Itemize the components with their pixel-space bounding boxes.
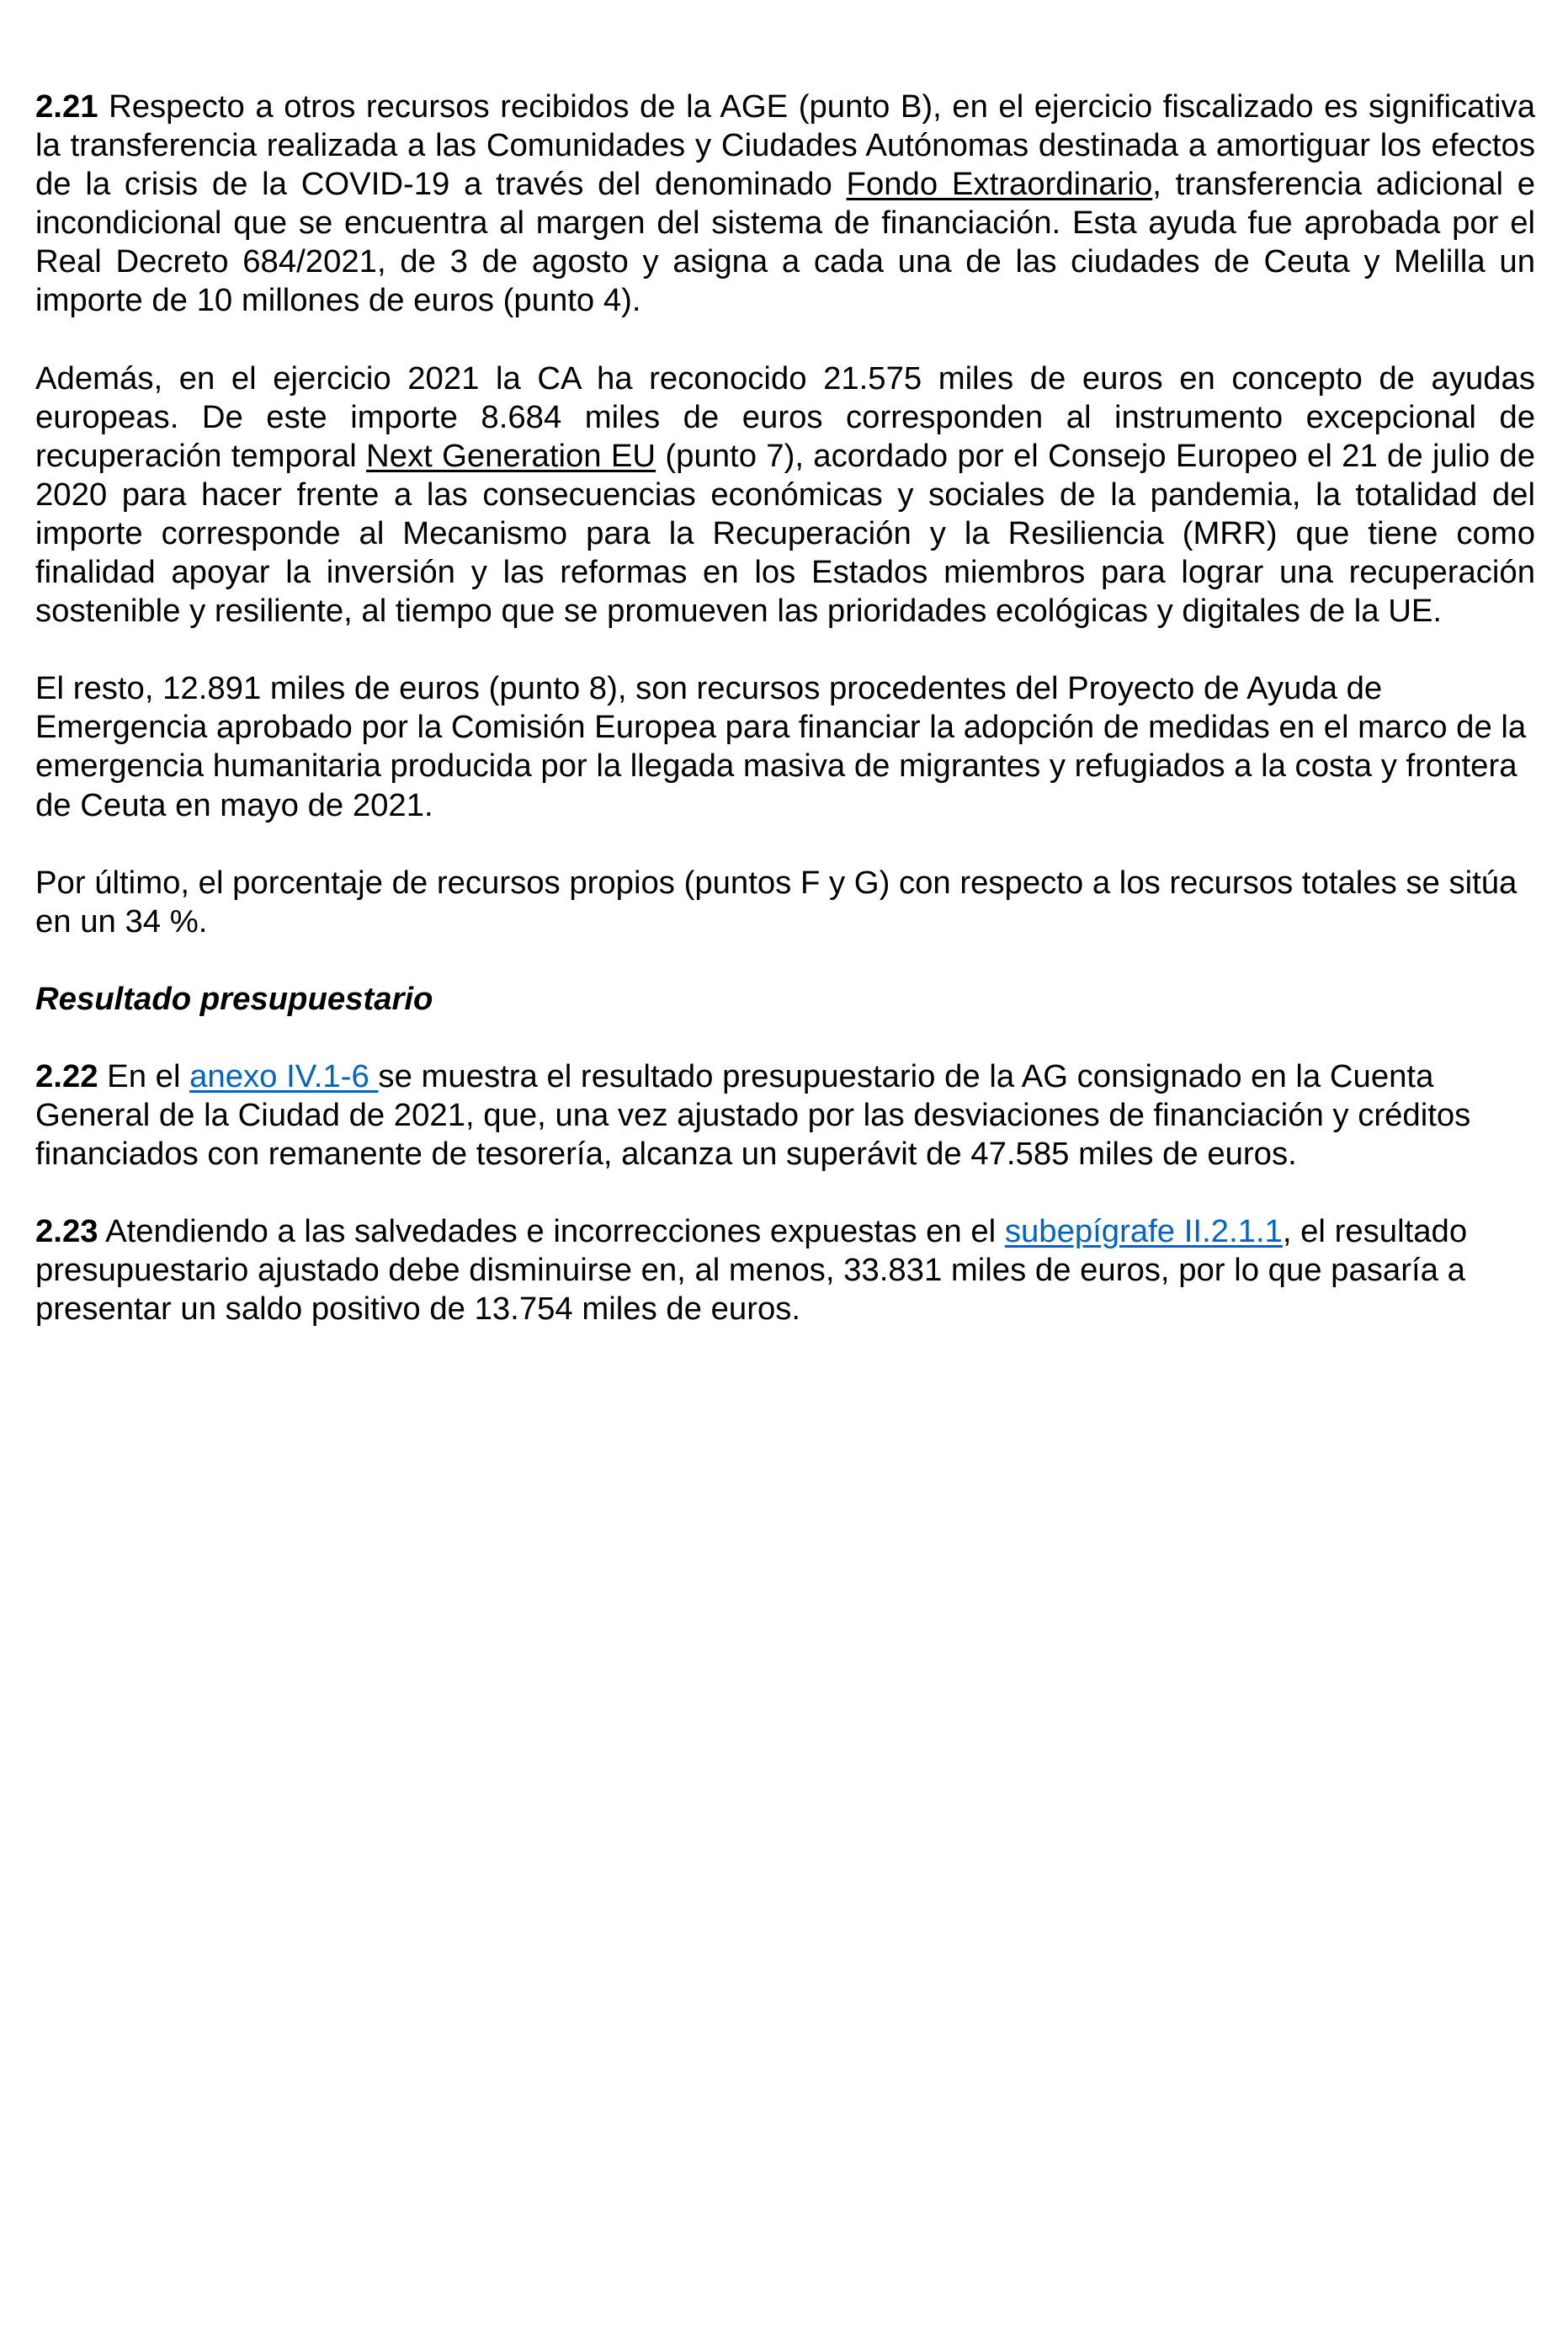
paragraph-number: 2.23: [35, 1213, 98, 1250]
paragraph-number: 2.21: [35, 88, 98, 125]
section-heading: Resultado presupuestario: [35, 980, 433, 1017]
paragraph-text: Respecto a otros recursos recibidos de la AGE (punto B), en el ejercicio fiscalizado es significativa la transferencia realizada a las Comunidades y Ciudades Autónomas destinada a amortiguar los efectos de la crisis de la COVID-19 a través del denominado: [35, 88, 1535, 203]
paragraph-text: (punto 7), acordado por el Consejo Europeo el 21 de julio de 2020 para hacer frente a las consecuencias económicas y sociales de la pandemia, la totalidad del importe corresponde al Mecanismo para la Recuperación y la Resiliencia (MRR) que tiene como finalidad apoyar la inversión y las reformas en los Estados miembros para lograr una recuperación sostenible y resiliente, al tiempo que se promueven las prioridades ecológicas y digitales de la UE.: [35, 437, 1535, 630]
paragraph-text: se muestra el resultado presupuestario de la AG consignado en la Cuenta General de la Ciudad de 2021, que, una vez ajustado por las desviaciones de financiación y créditos financiados con remanente de tesorería, alcanza un superávit de 47.585 miles de euros.: [35, 1057, 1471, 1173]
underlined-term-fondo-extraordinario: Fondo Extraordinario: [846, 166, 1153, 203]
paragraph-number: 2.22: [35, 1057, 98, 1094]
paragraph-2-22: [35, 1057, 1535, 1174]
paragraph-text: Además, en el ejercicio 2021 la CA ha reconocido 21.575 miles de euros en concepto de ayudas europeas. De este importe 8.684 miles de euros corresponden al instrumento excepcional de recuperación temporal: [35, 359, 1535, 474]
underlined-term-next-generation-eu: Next Generation EU: [366, 437, 656, 474]
paragraph-text: , el resultado presupuestario ajustado debe disminuirse en, al menos, 33.831 miles de euros, por lo que pasaría a presentar un saldo positivo de 13.754 miles de euros.: [35, 1213, 1468, 1328]
paragraph-text: Atendiendo a las salvedades e incorrecciones expuestas en el: [98, 1213, 1005, 1250]
document-page: [35, 88, 1535, 1367]
paragraph-text: Por último, el porcentaje de recursos propios (puntos F y G) con respecto a los recursos totales se sitúa en un 34 %.: [35, 864, 1518, 940]
paragraph-recursos-propios: [35, 864, 1535, 941]
paragraph-text: En el: [98, 1057, 190, 1094]
paragraph-2-21: [35, 88, 1535, 321]
paragraph-ayudas-europeas: [35, 359, 1535, 631]
paragraph-2-23: [35, 1212, 1535, 1328]
paragraph-text: El resto, 12.891 miles de euros (punto 8), son recursos procedentes del Proyecto de Ayuda de Emergencia aprobado por la Comisión Europea para financiar la adopción de medidas en el marco de la emergencia humanitaria producida por la llegada masiva de migrantes y refugiados a la costa y frontera de Ceuta en mayo de 2021.: [35, 670, 1527, 823]
subsection-link[interactable]: subepígrafe II.2.1.1: [1004, 1213, 1283, 1250]
paragraph-text: , transferencia adicional e incondicional que se encuentra al margen del sistema de financiación. Esta ayuda fue aprobada por el Real Decreto 684/2021, de 3 de agosto y asigna a cada una de las ciudades de Ceuta y Melilla un importe de 10 millones de euros (punto 4).: [35, 166, 1535, 319]
paragraph-el-resto: [35, 669, 1535, 824]
annex-link[interactable]: anexo IV.1-6: [189, 1057, 379, 1094]
